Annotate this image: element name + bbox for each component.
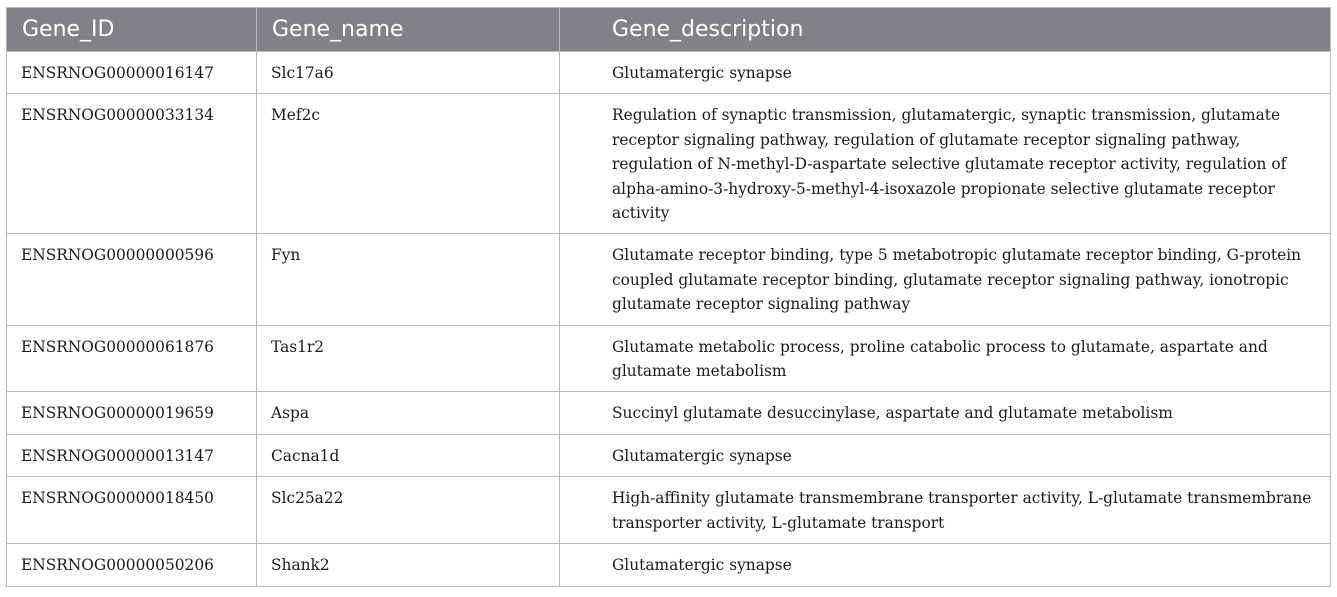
gene-id-cell: ENSRNOG00000013147 [7,434,257,476]
gene-description-cell: Glutamate receptor binding, type 5 metabotropic glutamate receptor binding, G-protein coupled glutamate receptor binding, glutamate receptor signaling pathway, ionotropic glutamate receptor signaling pathway [560,234,1331,325]
gene-description-cell: Glutamatergic synapse [560,544,1331,586]
table-row [7,544,1331,586]
gene-name-cell: Aspa [257,392,560,434]
header-row [7,8,1331,52]
gene-description-cell: Glutamatergic synapse [560,434,1331,476]
gene-name-cell: Slc25a22 [257,477,560,544]
gene-id-cell: ENSRNOG00000018450 [7,477,257,544]
table-body [7,52,1331,587]
gene-name-cell: Slc17a6 [257,52,560,94]
gene-id-cell: ENSRNOG00000033134 [7,94,257,234]
gene-description-cell: Regulation of synaptic transmission, glutamatergic, synaptic transmission, glutamate receptor signaling pathway, regulation of glutamate receptor signaling pathway, regulation of N-methyl-D-aspartate selective glutamate receptor activity, regulation of alpha-amino-3-hydroxy-5-methyl-4-isoxazole propionate selective glutamate receptor activity [560,94,1331,234]
header-gene-id: Gene_ID [7,8,257,52]
gene-description-cell: Succinyl glutamate desuccinylase, aspartate and glutamate metabolism [560,392,1331,434]
gene-table [6,7,1331,587]
table-row [7,52,1331,94]
table-row [7,94,1331,234]
table-row [7,392,1331,434]
gene-name-cell: Tas1r2 [257,325,560,392]
gene-id-cell: ENSRNOG00000016147 [7,52,257,94]
gene-name-cell: Fyn [257,234,560,325]
gene-id-cell: ENSRNOG00000061876 [7,325,257,392]
header-gene-name: Gene_name [257,8,560,52]
gene-description-cell: Glutamatergic synapse [560,52,1331,94]
table-row [7,234,1331,325]
gene-id-cell: ENSRNOG00000000596 [7,234,257,325]
gene-description-cell: Glutamate metabolic process, proline catabolic process to glutamate, aspartate and glutamate metabolism [560,325,1331,392]
gene-name-cell: Cacna1d [257,434,560,476]
table-row [7,477,1331,544]
gene-name-cell: Shank2 [257,544,560,586]
gene-description-cell: High-affinity glutamate transmembrane transporter activity, L-glutamate transmembrane transporter activity, L-glutamate transport [560,477,1331,544]
table-header [7,8,1331,52]
gene-id-cell: ENSRNOG00000050206 [7,544,257,586]
gene-id-cell: ENSRNOG00000019659 [7,392,257,434]
table-row [7,325,1331,392]
table-row [7,434,1331,476]
gene-name-cell: Mef2c [257,94,560,234]
header-gene-description: Gene_description [560,8,1331,52]
